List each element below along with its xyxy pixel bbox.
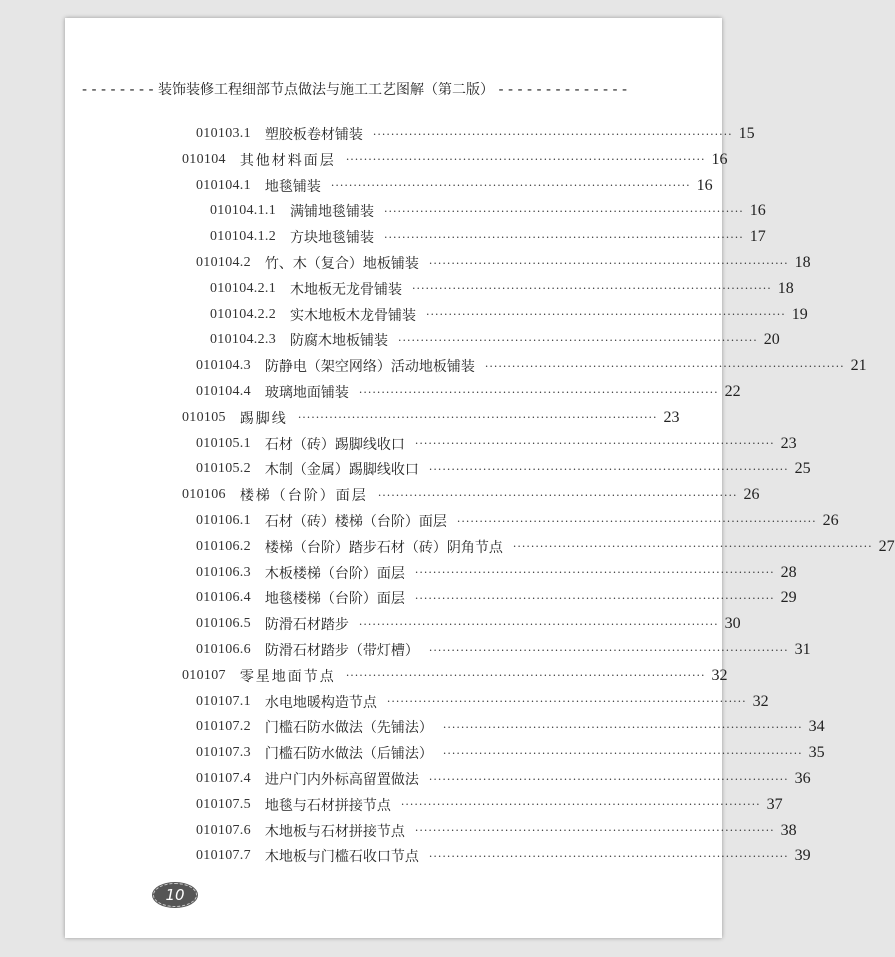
entry-page: 27 (878, 537, 895, 555)
entry-page: 26 (822, 512, 839, 529)
entry-page: 31 (794, 641, 811, 658)
toc-entry[interactable] (210, 329, 780, 351)
entry-title: 竹、木（复合）地板铺装 (264, 256, 419, 272)
toc-entry[interactable] (196, 587, 797, 609)
entry-title: 木制（金属）踢脚线收口 (264, 462, 419, 479)
entry-page: 29 (780, 589, 797, 607)
entry-code: 010105.2 (196, 461, 251, 477)
entry-code: 010107.6 (196, 822, 251, 838)
entry-title: 木地板无龙骨铺装 (290, 281, 402, 298)
leader-dots: ················································································ (297, 411, 658, 425)
entry-title: 塑胶板卷材铺装 (264, 127, 363, 143)
entry-title: 方块地毯铺装 (290, 230, 374, 247)
toc-entry[interactable] (210, 304, 808, 326)
entry-code: 010106.1 (196, 513, 251, 528)
entry-code: 010104.1 (196, 177, 251, 193)
entry-code: 010104.2.1 (210, 280, 276, 296)
entry-title: 石材（砖）楼梯（台阶）面层 (264, 514, 447, 530)
entry-code: 010105.1 (196, 435, 251, 451)
page-number-badge: 10 (153, 883, 197, 907)
toc-entry[interactable] (196, 742, 825, 764)
document-page (65, 18, 895, 938)
toc-entry[interactable] (196, 691, 769, 713)
toc-entry[interactable] (182, 484, 760, 506)
toc-entry[interactable] (196, 175, 713, 197)
entry-code: 010106.6 (196, 642, 251, 657)
entry-page: 28 (780, 563, 797, 581)
toc-entry[interactable] (196, 433, 797, 455)
leader-dots: ················································································ (414, 566, 775, 580)
entry-title: 木板楼梯（台阶）面层 (264, 565, 405, 582)
entry-page: 21 (850, 357, 867, 375)
toc-entry[interactable] (196, 458, 811, 480)
entry-page: 37 (766, 795, 783, 813)
leader-dots: ················································································ (428, 643, 789, 657)
entry-page: 32 (711, 666, 728, 684)
leader-dots: ················································································ (345, 669, 706, 683)
entry-page: 22 (724, 383, 741, 400)
leader-dots: ················································································ (358, 617, 719, 631)
toc-entry[interactable] (182, 407, 680, 429)
leader-dots: ················································································ (428, 849, 789, 863)
entry-page: 39 (794, 847, 811, 865)
entry-title: 其他材料面层 (239, 152, 336, 169)
leader-dots: ················································································ (412, 282, 772, 296)
entry-code: 010107.1 (196, 693, 251, 709)
entry-title: 地毯与石材拼接节点 (264, 797, 391, 814)
entry-page: 16 (696, 176, 713, 194)
entry-page: 23 (663, 408, 680, 426)
entry-title: 防滑石材踏步 (264, 617, 349, 634)
entry-title: 门槛石防水做法（先铺法） (264, 720, 433, 737)
leader-dots: ················································································ (358, 385, 719, 399)
entry-code: 010106.4 (196, 590, 251, 606)
entry-title: 玻璃地面铺装 (264, 385, 349, 401)
entry-page: 26 (743, 486, 760, 504)
entry-title: 地毯楼梯（台阶）面层 (264, 591, 405, 608)
leader-dots: ················································································ (512, 540, 873, 554)
running-header (82, 79, 628, 99)
entry-title: 防静电（架空网络）活动地板铺装 (264, 359, 475, 376)
toc-entry[interactable] (196, 536, 895, 558)
entry-code: 010104.3 (196, 358, 251, 374)
toc-entry[interactable] (196, 562, 797, 584)
entry-code: 010104 (182, 151, 226, 167)
toc-entry[interactable] (196, 716, 825, 738)
entry-page: 15 (738, 125, 755, 142)
entry-page: 16 (711, 150, 728, 168)
entry-title: 木地板与门槛石收口节点 (264, 849, 419, 866)
leader-dots: ················································································ (372, 127, 733, 141)
leader-dots: ················································································ (442, 720, 803, 734)
entry-code: 010106.3 (196, 564, 251, 580)
leader-dots: ················································································ (384, 230, 744, 244)
entry-page: 38 (780, 821, 797, 839)
entry-code: 010106.2 (196, 538, 251, 554)
toc-entry[interactable] (210, 200, 766, 222)
entry-page: 17 (749, 228, 766, 246)
entry-title: 石材（砖）踢脚线收口 (264, 436, 405, 453)
entry-code: 010104.4 (196, 384, 251, 399)
toc-entry[interactable] (196, 820, 797, 842)
leader-dots: ················································································ (330, 179, 691, 193)
leader-dots: ················································································ (426, 308, 786, 322)
entry-title: 楼梯（台阶）踏步石材（砖）阴角节点 (264, 539, 503, 556)
leader-dots: ················································································ (428, 256, 789, 270)
leader-dots: ················································································ (400, 798, 761, 812)
entry-title: 门槛石防水做法（后铺法） (264, 746, 433, 763)
entry-code: 010106.5 (196, 616, 251, 632)
entry-page: 16 (749, 202, 766, 220)
entry-code: 010103.1 (196, 126, 251, 141)
leader-dots: ················································································ (428, 462, 789, 476)
toc-entry[interactable] (210, 226, 766, 248)
leader-dots: ················································································ (484, 359, 845, 373)
toc-entry[interactable] (182, 665, 728, 687)
toc-entry[interactable] (196, 381, 741, 403)
entry-page: 32 (752, 692, 769, 710)
entry-title: 进户门内外标高留置做法 (264, 772, 419, 788)
entry-page: 23 (780, 434, 797, 452)
entry-title: 实木地板木龙骨铺装 (290, 307, 416, 324)
entry-title: 楼梯（台阶）面层 (239, 488, 368, 505)
entry-title: 踢脚线 (239, 410, 288, 427)
toc-entry[interactable] (196, 355, 867, 377)
entry-code: 010104.1.2 (210, 229, 276, 245)
entry-code: 010105 (182, 409, 226, 425)
leader-dots: ················································································ (384, 204, 744, 218)
entry-code: 010104.1.1 (210, 203, 276, 219)
toc-entry[interactable] (196, 639, 811, 661)
entry-title: 防滑石材踏步（带灯槽） (264, 643, 419, 659)
entry-code: 010107.7 (196, 848, 251, 864)
entry-page: 35 (808, 744, 825, 762)
entry-title: 地毯铺装 (264, 178, 321, 195)
toc-entry[interactable] (196, 252, 811, 274)
header-dashes-left: - - - - - - - - (82, 82, 159, 98)
entry-page: 18 (777, 279, 794, 297)
entry-code: 010106 (182, 487, 226, 503)
leader-dots: ················································································ (456, 514, 817, 528)
toc-entry[interactable] (210, 278, 794, 300)
entry-title: 零星地面节点 (239, 668, 336, 685)
toc-entry[interactable] (196, 794, 783, 816)
entry-page: 36 (794, 770, 811, 787)
book-title: 装饰装修工程细部节点做法与施工工艺图解（第二版） (158, 82, 495, 98)
entry-code: 010107.5 (196, 796, 251, 812)
entry-code: 010104.2 (196, 255, 251, 270)
toc-entry[interactable] (196, 510, 839, 532)
entry-title: 水电地暖构造节点 (264, 694, 377, 711)
entry-code: 010107 (182, 667, 226, 683)
entry-page: 30 (724, 615, 741, 633)
header-dashes-right: - - - - - - - - - - - - - - (494, 82, 628, 98)
leader-dots: ················································································ (398, 333, 758, 347)
toc-entry[interactable] (196, 123, 755, 145)
entry-page: 18 (794, 254, 811, 271)
entry-code: 010104.2.2 (210, 306, 276, 322)
entry-page: 25 (794, 460, 811, 478)
toc-entry[interactable] (196, 845, 811, 867)
leader-dots: ················································································ (428, 772, 789, 786)
toc-entry[interactable] (182, 149, 728, 171)
leader-dots: ················································································ (386, 695, 747, 709)
leader-dots: ················································································ (345, 153, 706, 167)
leader-dots: ················································································ (442, 746, 803, 760)
toc-entry[interactable] (196, 768, 811, 790)
entry-page: 34 (808, 718, 825, 736)
entry-title: 满铺地毯铺装 (290, 204, 374, 221)
entry-title: 木地板与石材拼接节点 (264, 823, 405, 840)
leader-dots: ················································································ (414, 591, 775, 605)
entry-code: 010104.2.3 (210, 332, 276, 348)
entry-code: 010107.2 (196, 719, 251, 735)
leader-dots: ················································································ (414, 437, 775, 451)
entry-code: 010107.4 (196, 771, 251, 786)
toc-entry[interactable] (196, 613, 741, 635)
entry-title: 防腐木地板铺装 (290, 333, 388, 350)
leader-dots: ················································································ (414, 824, 775, 838)
entry-code: 010107.3 (196, 745, 251, 761)
leader-dots: ················································································ (377, 488, 738, 502)
entry-page: 19 (791, 305, 808, 323)
entry-page: 20 (763, 331, 780, 349)
